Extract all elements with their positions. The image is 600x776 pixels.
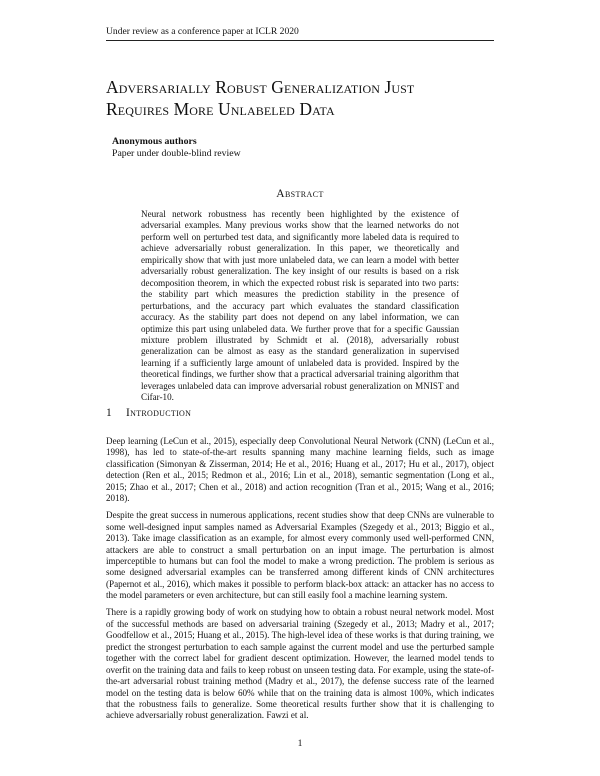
running-header: Under review as a conference paper at ICLR 2020 bbox=[106, 26, 299, 37]
paper-title bbox=[106, 76, 506, 120]
paragraph: Deep learning (LeCun et al., 2015), especially deep Convolutional Neural Network (CNN) (LeCun et al., 1998), has led to state-of-the-art results spanning many machine learning fields, such as image classification (Simonyan & Zisserman, 2014; He et al., 2016; Huang et al., 2017; Hu et al., 2017), object detection (Ren et al., 2015; Redmon et al., 2016; Lin et al., 2018), semantic segmentation (Long et al., 2015; Zhao et al., 2017; Chen et al., 2018) and action recognition (Tran et al., 2015; Wang et al., 2016; 2018). bbox=[106, 436, 494, 504]
abstract-text: Neural network robustness has recently been highlighted by the existence of adversarial examples. Many previous works show that the learned networks do not perform well on perturbed test data, and significantly more labeled data is required to achieve adversarially robust generalization. In this paper, we theoretically and empirically show that with just more unlabeled data, we can learn a model with better adversarially robust generalization. The key insight of our results is based on a risk decomposition theorem, in which the expected robust risk is separated into two parts: the stability part which measures the prediction stability in the presence of perturbations, and the accuracy part which evaluates the standard classification accuracy. As the stability part does not depend on any label information, we can optimize this part using unlabeled data. We further prove that for a specific Gaussian mixture problem illustrated by Schmidt et al. (2018), adversarially robust generalization can be almost as easy as the standard generalization in supervised learning if a sufficiently large amount of unlabeled data is provided. Inspired by the theoretical findings, we further show that a practical adversarial training algorithm that leverages unlabeled data can improve adversarial robust generalization on MNIST and Cifar-10. bbox=[141, 209, 459, 403]
title-line-2: Requires More Unlabeled Data bbox=[106, 99, 335, 119]
author-name: Anonymous authors bbox=[112, 136, 197, 147]
page-number: 1 bbox=[297, 738, 303, 749]
header-rule bbox=[106, 40, 494, 41]
paragraph: There is a rapidly growing body of work on studying how to obtain a robust neural network model. Most of the successful methods are based on adversarial training (Szegedy et al., 2013; Madry et al., 2017; Goodfellow et al., 2015; Huang et al., 2015). The high-level idea of these works is that during training, we predict the strongest perturbation to each sample against the current model and use the perturbed sample together with the correct label for gradient descent optimization. However, the learned model tends to overfit on the training data and fails to keep robust on unseen testing data. For example, using the state-of-the-art adversarial robust training method (Madry et al., 2017), the defense success rate of the learned model on the testing data is below 60% while that on the training data is almost 100%, which indicates that the robustness fails to generalize. Some theoretical results further show that it is challenging to achieve adversarially robust generalization. Fawzi et al. bbox=[106, 607, 494, 721]
section-title: Introduction bbox=[126, 407, 192, 419]
review-note: Paper under double-blind review bbox=[112, 148, 241, 159]
title-line-1: Adversarially Robust Generalization Just bbox=[106, 77, 415, 97]
author-block bbox=[112, 136, 412, 160]
section-number: 1 bbox=[106, 407, 112, 419]
section-heading bbox=[106, 406, 494, 420]
paragraph: Despite the great success in numerous applications, recent studies show that deep CNNs are vulnerable to some well-designed input samples named as Adversarial Examples (Szegedy et al., 2013; Biggio et al., 2013). Take image classification as an example, for almost every commonly used well-performed CNN, attackers are able to construct a small perturbation on an input image. The perturbation is almost imperceptible to humans but can fool the model to make a wrong prediction. The problem is serious as some designed adversarial examples can be transferred among different kinds of CNN architectures (Papernot et al., 2016), which makes it possible to perform black-box attack: an attacker has no access to the model parameters or even architecture, but can still easily fool a machine learning system. bbox=[106, 510, 494, 601]
abstract-heading: Abstract bbox=[276, 188, 324, 200]
body-text bbox=[106, 436, 494, 727]
